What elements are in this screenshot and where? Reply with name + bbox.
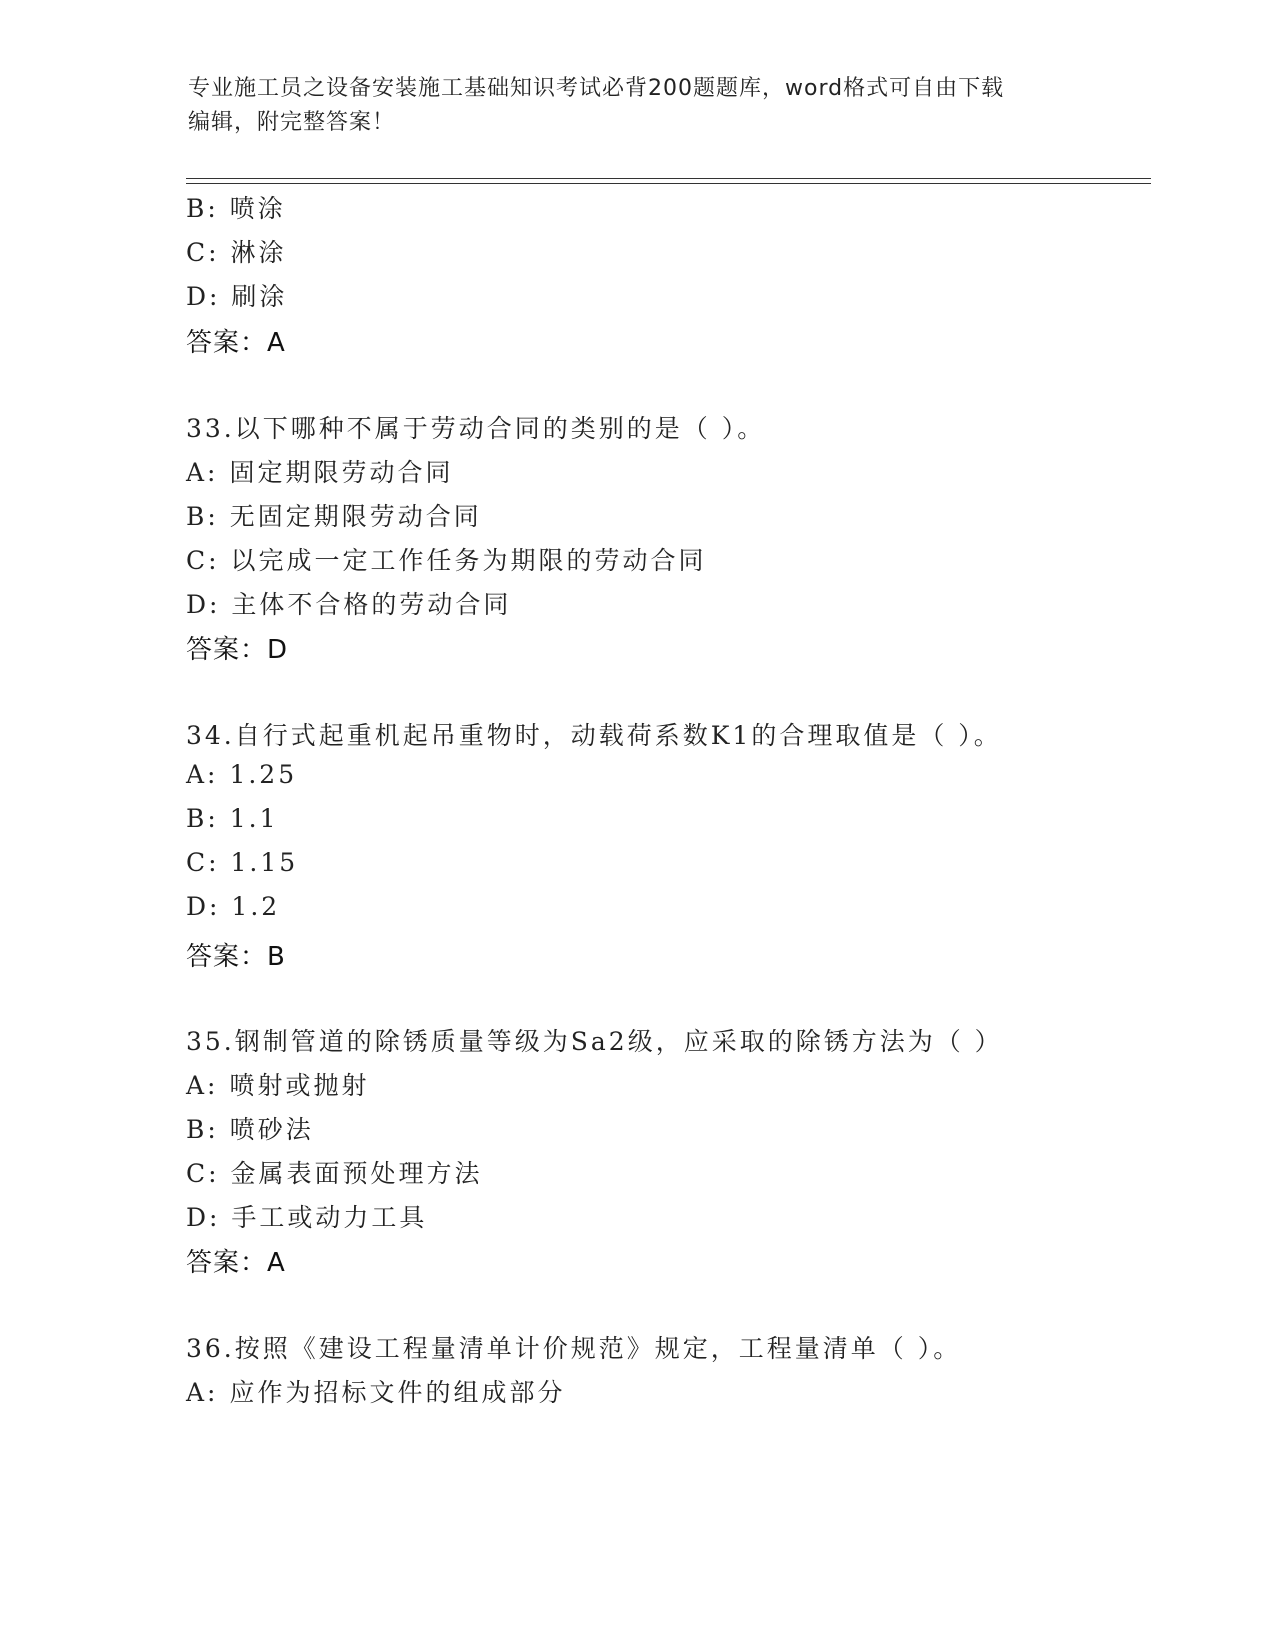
option-text: 固定期限劳动合同 <box>229 458 454 487</box>
document-header <box>188 72 1088 140</box>
option-prefix: B: <box>186 194 219 223</box>
option-prefix: D: <box>186 892 221 921</box>
option-prefix: A: <box>186 760 219 789</box>
q32-answer: 答案：A <box>186 328 286 358</box>
q33-option-c <box>186 541 707 577</box>
q34-question: 34.自行式起重机起吊重物时，动载荷系数K1的合理取值是（ ）。 <box>186 721 1002 750</box>
header-divider-top <box>186 178 1151 179</box>
option-text: 喷砂法 <box>229 1115 314 1144</box>
q33-option-d <box>186 585 511 621</box>
q34-option-b <box>186 804 279 833</box>
option-prefix: C: <box>186 848 220 877</box>
q34-answer: 答案：B <box>186 942 286 972</box>
q35-answer: 答案：A <box>186 1248 286 1278</box>
header-title-line-1: 专业施工员之设备安装施工基础知识考试必背200题题库，word格式可自由下载 <box>188 76 1005 101</box>
option-text: 刷涂 <box>231 282 288 311</box>
q35-option-d <box>186 1198 427 1234</box>
q32-option-d <box>186 277 287 313</box>
option-text: 主体不合格的劳动合同 <box>231 590 512 619</box>
option-prefix: B: <box>186 502 219 531</box>
option-text: 金属表面预处理方法 <box>230 1159 483 1188</box>
header-divider-bottom <box>186 183 1151 184</box>
q34-option-a <box>186 760 297 789</box>
q34-option-c <box>186 848 298 877</box>
option-text: 1.2 <box>231 892 281 921</box>
option-prefix: A: <box>186 458 219 487</box>
option-text: 淋涂 <box>230 238 287 267</box>
option-prefix: A: <box>186 1378 219 1407</box>
q32-option-b <box>186 189 286 225</box>
option-prefix: C: <box>186 546 220 575</box>
q33-option-b <box>186 497 482 533</box>
option-text: 1.25 <box>229 760 298 789</box>
q33-answer: 答案：D <box>186 635 289 665</box>
option-prefix: B: <box>186 804 219 833</box>
q35-option-b <box>186 1110 314 1146</box>
option-prefix: D: <box>186 1203 221 1232</box>
q33-question: 33.以下哪种不属于劳动合同的类别的是（ ）。 <box>186 414 766 443</box>
option-text: 1.15 <box>230 848 299 877</box>
option-text: 喷涂 <box>229 194 286 223</box>
option-prefix: D: <box>186 590 221 619</box>
q35-question: 35.钢制管道的除锈质量等级为Sa2级，应采取的除锈方法为（ ） <box>186 1027 1003 1056</box>
option-text: 喷射或抛射 <box>229 1071 370 1100</box>
option-text: 以完成一定工作任务为期限的劳动合同 <box>230 546 707 575</box>
option-prefix: D: <box>186 282 221 311</box>
option-text: 应作为招标文件的组成部分 <box>229 1378 566 1407</box>
q32-option-c <box>186 233 287 269</box>
option-prefix: C: <box>186 1159 220 1188</box>
q35-option-a <box>186 1066 369 1102</box>
option-text: 1.1 <box>229 804 279 833</box>
q34-option-d <box>186 892 280 921</box>
option-text: 无固定期限劳动合同 <box>229 502 482 531</box>
q33-option-a <box>186 453 453 489</box>
option-prefix: C: <box>186 238 220 267</box>
option-prefix: B: <box>186 1115 219 1144</box>
q36-option-a <box>186 1373 565 1409</box>
option-prefix: A: <box>186 1071 219 1100</box>
header-title-line-2: 编辑，附完整答案！ <box>188 110 396 135</box>
q36-question: 36.按照《建设工程量清单计价规范》规定，工程量清单（ ）。 <box>186 1334 962 1363</box>
q35-option-c <box>186 1154 483 1190</box>
option-text: 手工或动力工具 <box>231 1203 428 1232</box>
